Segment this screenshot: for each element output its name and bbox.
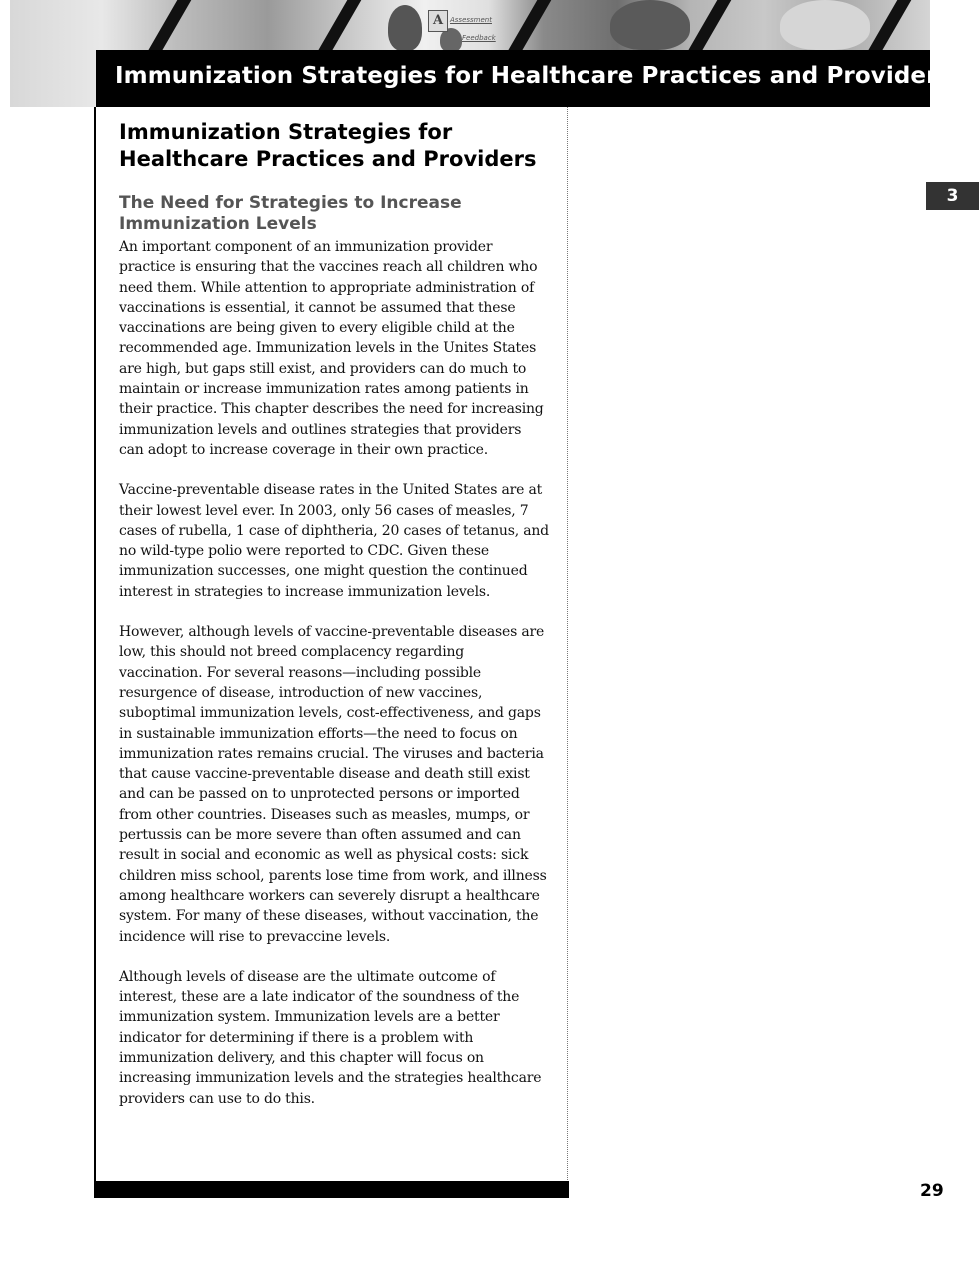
column-divider — [567, 107, 568, 1192]
paragraph: However, although levels of vaccine-preventable diseases are low, this should not breed complacency regarding vaccination. For several reasons—including possible resurgence of disease, introduction of new vaccines, suboptimal immunization levels, cost-effectiveness, and gaps in sustainable immunization efforts—the need to focus on immunization rates remains crucial. The viruses and bacteria that cause vaccine-preventable disease and death still exist and can be passed on to unprotected persons or imported from other countries. Diseases such as measles, mumps, or pertussis can be more severe than often assumed and can result in social and economic as well as physical costs: sick children miss school, parents lose time from work, and illness among healthcare workers can severely disrupt a healthcare system. For many of these diseases, without vaccination, the incidence will rise to prevaccine levels. — [119, 624, 547, 945]
article-column — [119, 119, 549, 1129]
person-figure — [610, 0, 690, 50]
letter-block-icon: A — [428, 10, 448, 32]
paragraph: Although levels of disease are the ultimate outcome of interest, these are a late indicator of the soundness of the immunization system. Immunization levels are a better indicator for determining if there is a problem with immunization delivery, and this chapter will focus on increasing immunization levels and the strategies healthcare providers can use to do this. — [119, 968, 542, 1107]
bottom-rule — [94, 1181, 569, 1198]
paragraph: Vaccine-preventable disease rates in the United States are at their lowest level ever. In 2003, only 56 cases of measles, 7 cases of rubella, 1 case of diphtheria, 20 cases of tetanus, and no wild-type polio were reported to CDC. Given these immunization successes, one might question the continued interest in strategies to increase immunization levels. — [119, 482, 549, 600]
person-figure — [388, 5, 422, 51]
chapter-tab: 3 — [926, 182, 979, 210]
photo-caption: Assessment — [450, 16, 492, 24]
article-heading: Immunization Strategies for Healthcare Practices and Providers — [119, 120, 537, 171]
running-title: Immunization Strategies for Healthcare Practices and Providers — [115, 63, 952, 89]
page-number: 29 — [920, 1181, 944, 1201]
person-figure — [780, 0, 870, 50]
left-margin-rule — [94, 107, 96, 1197]
paragraph: An important component of an immunization provider practice is ensuring that the vaccines reach all children who need them. While attention to appropriate administration of vaccinations is essential, it cannot be assumed that these vaccinations are being given to every eligible child at the recommended age. Immunization levels in the Unites States are high, but gaps still exist, and providers can do much to maintain or increase immunization rates among patients in their practice. This chapter describes the need for increasing immunization levels and outlines strategies that providers can adopt to increase coverage in their own practice. — [119, 239, 544, 458]
title-bar — [96, 50, 952, 107]
article-subheading: The Need for Strategies to Increase Immunization Levels — [119, 193, 462, 234]
photo-caption: Feedback — [462, 34, 496, 42]
